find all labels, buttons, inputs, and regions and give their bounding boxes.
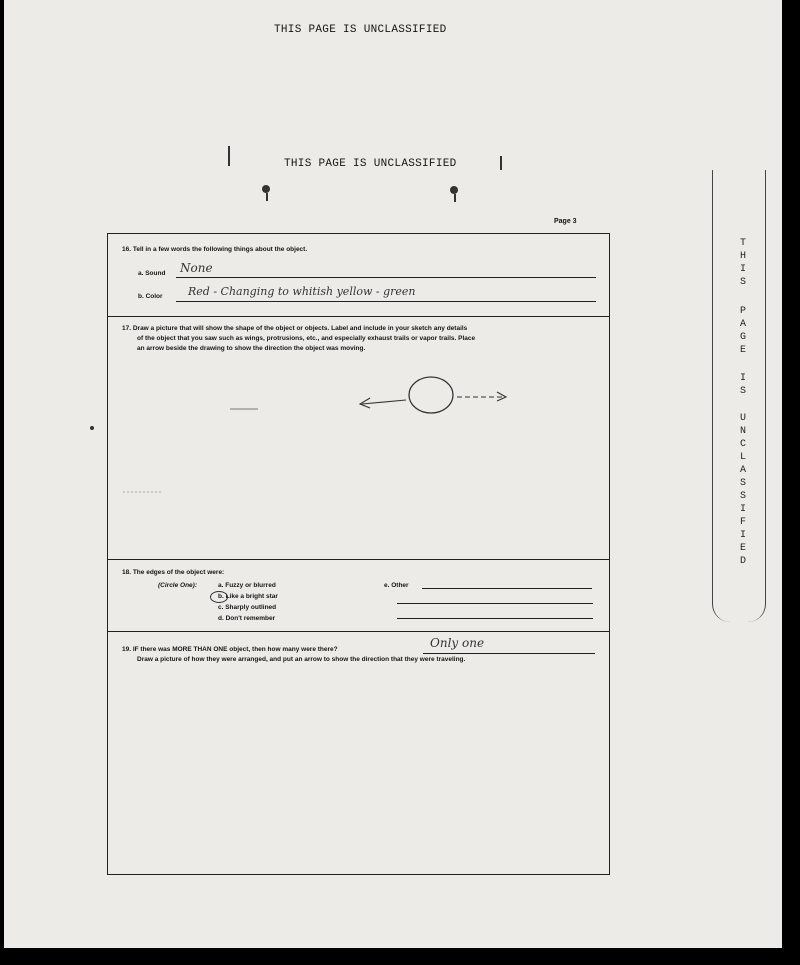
stamp-letter: G bbox=[739, 332, 746, 343]
stamp-letter: P bbox=[739, 306, 746, 317]
count-answer: Only one bbox=[430, 636, 485, 650]
stamp-letter: F bbox=[739, 517, 746, 528]
object-sketch bbox=[108, 234, 611, 534]
q18-option-e: e. Other bbox=[384, 582, 409, 589]
stamp-letter: I bbox=[739, 264, 746, 275]
scan-speck bbox=[262, 185, 270, 193]
stamp-letter: I bbox=[739, 530, 746, 541]
stamp-letter: I bbox=[739, 373, 746, 384]
stamp-letter: S bbox=[739, 386, 746, 397]
section-divider bbox=[108, 559, 609, 560]
q17-prompt-line2: of the object that you saw such as wings, protrusions, etc., and especially exhaust trails or vapor trails. Place bbox=[137, 335, 476, 342]
other-answer-line bbox=[422, 588, 592, 589]
q16-sound-label: a. Sound bbox=[138, 270, 166, 277]
q19-prompt-line2: Draw a picture of how they were arranged, and put an arrow to show the direction that they were traveling. bbox=[137, 656, 466, 663]
stamp-letter: A bbox=[739, 319, 746, 330]
stamp-letter: S bbox=[739, 478, 746, 489]
stamp-letter: E bbox=[739, 345, 746, 356]
other-answer-line bbox=[397, 618, 593, 619]
stamp-letter: L bbox=[739, 452, 746, 463]
q16-color-label: b. Color bbox=[138, 293, 163, 300]
stamp-letter: C bbox=[739, 439, 746, 450]
inner-classification-banner: THIS PAGE IS UNCLASSIFIED bbox=[284, 158, 457, 170]
q18-option-b: b. Like a bright star bbox=[218, 593, 278, 600]
side-classification-stamp bbox=[712, 170, 766, 622]
stamp-letter: S bbox=[739, 491, 746, 502]
stamp-letter: S bbox=[739, 277, 746, 288]
q17-prompt-line3: an arrow beside the drawing to show the direction the object was moving. bbox=[137, 345, 366, 352]
stamp-letter: T bbox=[739, 238, 746, 249]
scan-speck bbox=[454, 194, 456, 202]
stamp-letter: E bbox=[739, 543, 746, 554]
stamp-letter: U bbox=[739, 413, 746, 424]
q18-option-a: a. Fuzzy or blurred bbox=[218, 582, 276, 589]
q16-prompt: 16. Tell in a few words the following things about the object. bbox=[122, 246, 308, 253]
circled-answer-mark bbox=[209, 590, 229, 604]
stamp-letter: A bbox=[739, 465, 746, 476]
q18-option-d: d. Don't remember bbox=[218, 615, 276, 622]
stamp-letter: I bbox=[739, 504, 746, 515]
q18-circle-one: (Circle One): bbox=[158, 582, 198, 589]
count-answer-line bbox=[423, 653, 595, 654]
q19-prompt-line1: 19. IF there was MORE THAN ONE object, then how many were there? bbox=[122, 646, 338, 653]
scan-speck bbox=[500, 156, 502, 170]
stamp-letter: H bbox=[739, 251, 746, 262]
q18-option-c: c. Sharply outlined bbox=[218, 604, 277, 611]
scan-speck bbox=[450, 186, 458, 194]
other-answer-line bbox=[397, 603, 593, 604]
section-divider bbox=[108, 631, 609, 632]
scan-speck bbox=[266, 193, 268, 201]
top-classification-banner: THIS PAGE IS UNCLASSIFIED bbox=[274, 24, 447, 36]
form-box bbox=[107, 233, 610, 875]
scan-speck bbox=[228, 146, 230, 166]
sound-answer: None bbox=[180, 261, 213, 275]
stamp-letter: D bbox=[739, 556, 746, 567]
stamp-letter: N bbox=[739, 426, 746, 437]
page-number: Page 3 bbox=[554, 218, 577, 225]
scan-speck bbox=[90, 426, 94, 430]
q17-prompt-line1: 17. Draw a picture that will show the shape of the object or objects. Label and include in your sketch any details bbox=[122, 325, 468, 332]
q18-prompt: 18. The edges of the object were: bbox=[122, 569, 225, 576]
color-answer: Red - Changing to whitish yellow - green bbox=[188, 285, 416, 298]
document-page bbox=[4, 0, 782, 948]
